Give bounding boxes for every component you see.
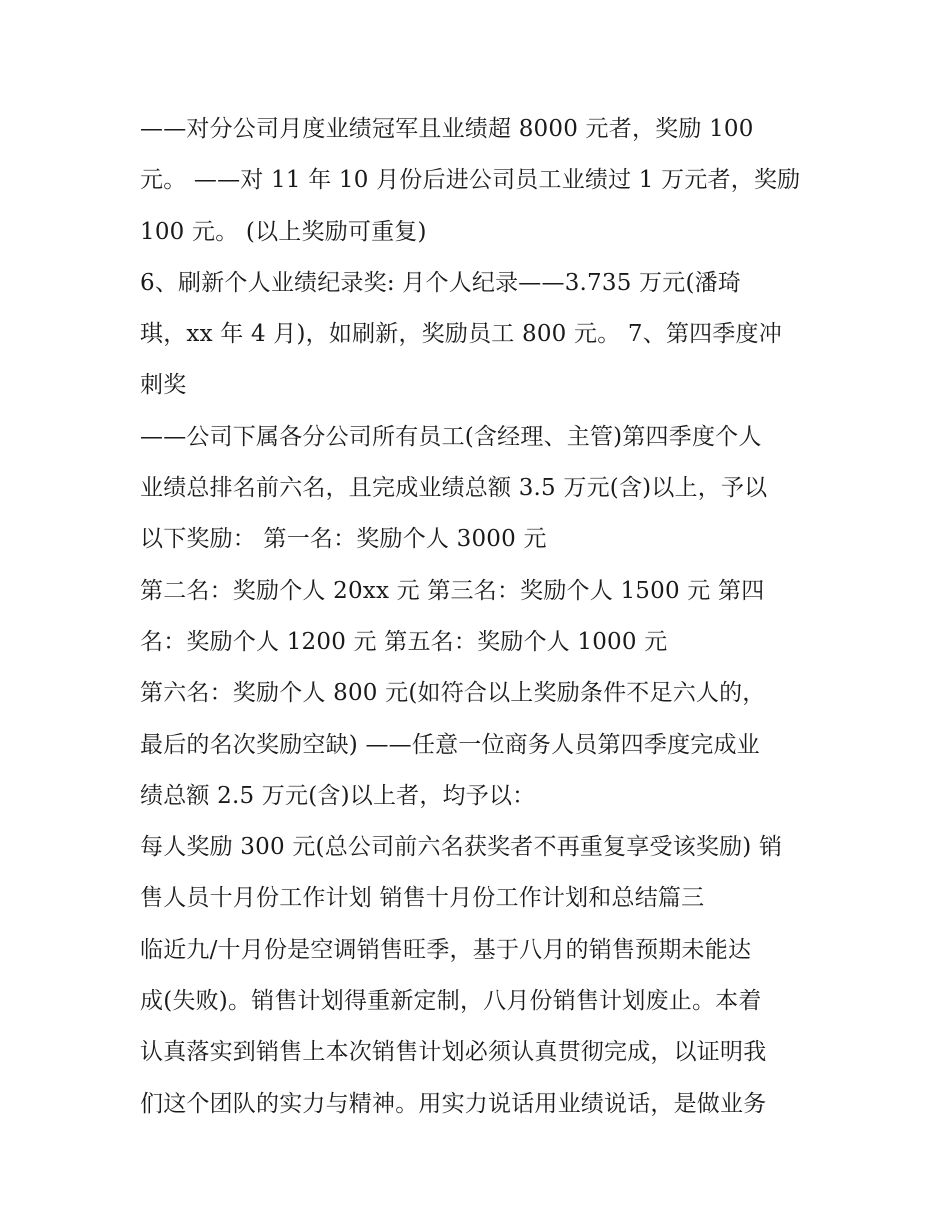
text-line: 100 元。 (以上奖励可重复) bbox=[140, 218, 427, 245]
text-line: 名：奖励个人 1200 元 第五名：奖励个人 1000 元 bbox=[140, 628, 668, 655]
text-line: 以下奖励： 第一名：奖励个人 3000 元 bbox=[140, 526, 547, 553]
text-line: 绩总额 2.5 万元(含)以上者，均予以： bbox=[140, 782, 536, 809]
document-body bbox=[140, 107, 830, 1133]
text-line: 琪，xx 年 4 月)，如刷新，奖励员工 800 元。 7、第四季度冲 bbox=[140, 321, 782, 348]
text-line: 每人奖励 300 元(总公司前六名获奖者不再重复享受该奖励) 销 bbox=[140, 834, 783, 861]
text-line: 们这个团队的实力与精神。用实力说话用业绩说话，是做业务 bbox=[140, 1090, 767, 1117]
text-line: 临近九/十月份是空调销售旺季，基于八月的销售预期未能达 bbox=[140, 936, 752, 963]
text-line: 刺奖 bbox=[140, 372, 187, 399]
text-line: 元。 ——对 11 年 10 月份后进公司员工业绩过 1 万元者，奖励 bbox=[140, 167, 801, 194]
text-line: 第六名：奖励个人 800 元(如符合以上奖励条件不足六人的， bbox=[140, 680, 766, 707]
text-line: 业绩总排名前六名，且完成业绩总额 3.5 万元(含)以上，予以 bbox=[140, 475, 768, 502]
text-line: ——对分公司月度业绩冠军且业绩超 8000 元者，奖励 100 bbox=[140, 116, 754, 142]
text-line: 6、刷新个人业绩纪录奖: 月个人纪录——3.735 万元(潘琦 bbox=[140, 269, 742, 296]
text-line: 最后的名次奖励空缺) ——任意一位商务人员第四季度完成业 bbox=[140, 731, 760, 758]
text-line: 成(失败)。销售计划得重新定制，八月份销售计划废止。本着 bbox=[140, 988, 762, 1015]
text-line: 认真落实到销售上本次销售计划必须认真贯彻完成，以证明我 bbox=[140, 1039, 767, 1066]
text-line: ——公司下属各分公司所有员工(含经理、主管)第四季度个人 bbox=[140, 423, 762, 450]
text-line: 第二名：奖励个人 20xx 元 第三名：奖励个人 1500 元 第四 bbox=[140, 577, 765, 604]
text-line: 售人员十月份工作计划 销售十月份工作计划和总结篇三 bbox=[140, 885, 705, 912]
